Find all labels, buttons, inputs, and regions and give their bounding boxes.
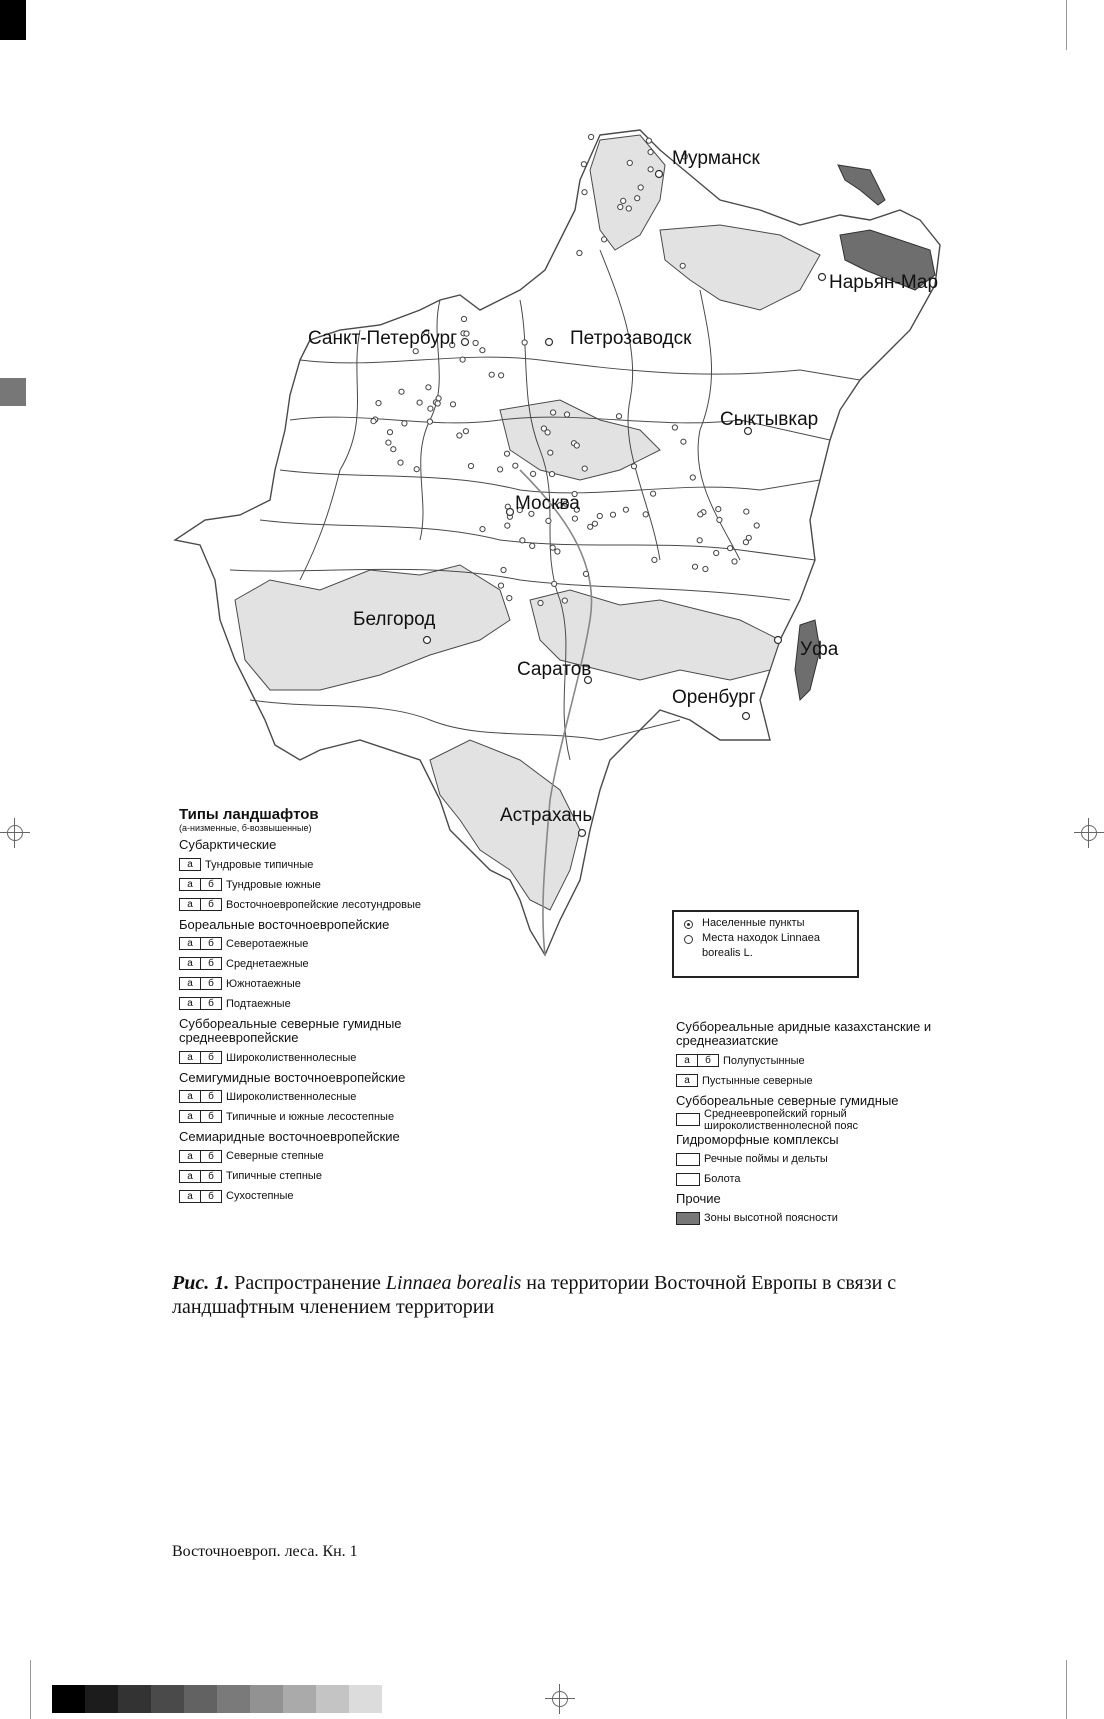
find-location-marker bbox=[732, 559, 737, 564]
settlement-marker bbox=[656, 171, 663, 178]
legend-swatch: а б bbox=[179, 878, 222, 891]
legend-item-label: Подтаежные bbox=[226, 997, 291, 1010]
find-location-marker bbox=[507, 596, 512, 601]
legend-item bbox=[676, 1107, 946, 1132]
legend-item bbox=[676, 1053, 946, 1069]
legend-item-label: Пустынные северные bbox=[702, 1074, 813, 1087]
settlement-marker bbox=[424, 637, 431, 644]
find-location-marker bbox=[391, 447, 396, 452]
legend-swatch: а б bbox=[179, 997, 222, 1010]
legend-item bbox=[179, 936, 479, 952]
legend-item-label: Северотаежные bbox=[226, 937, 309, 950]
legend-item-label: Широколиственнолесные bbox=[226, 1051, 357, 1064]
legend-groups bbox=[179, 838, 479, 1204]
find-location-marker bbox=[531, 471, 536, 476]
city-label-naryan-mar: Нарьян-Мар bbox=[829, 272, 939, 293]
legend-item bbox=[179, 857, 479, 873]
find-location-marker bbox=[498, 583, 503, 588]
find-location-marker bbox=[635, 196, 640, 201]
legend-group-name: Семиаридные восточноевропейские bbox=[179, 1128, 400, 1144]
legend-item bbox=[179, 1148, 479, 1164]
caption-species: Linnaea borealis bbox=[385, 1272, 522, 1294]
legend-item-label: Широколиственнолесные bbox=[226, 1090, 357, 1103]
find-location-marker bbox=[387, 430, 392, 435]
legend-subtitle: (а-низменные, б-возвышенные) bbox=[179, 822, 312, 833]
find-location-marker bbox=[398, 460, 403, 465]
find-location-marker bbox=[602, 237, 607, 242]
city-label-orenburg: Оренбург bbox=[672, 687, 756, 708]
find-location-marker bbox=[417, 400, 422, 405]
settlement-marker bbox=[819, 274, 826, 281]
legend-group-name: Субарктические bbox=[179, 837, 277, 853]
legend-finds bbox=[674, 931, 857, 946]
find-location-marker bbox=[716, 507, 721, 512]
legend-item-label: Южнотаежные bbox=[226, 977, 301, 990]
legend-item-label: Восточноевропейские лесотундровые bbox=[226, 898, 422, 911]
find-location-marker bbox=[522, 340, 527, 345]
legend-swatch: а б bbox=[179, 1110, 222, 1123]
find-location-marker bbox=[549, 472, 554, 477]
find-location-marker bbox=[621, 198, 626, 203]
find-location-marker bbox=[504, 451, 509, 456]
find-location-marker bbox=[480, 348, 485, 353]
legend-swatch: а б bbox=[179, 1170, 222, 1183]
find-location-marker bbox=[597, 513, 602, 518]
find-location-marker bbox=[638, 185, 643, 190]
find-location-marker bbox=[743, 540, 748, 545]
legend-swatch: а б bbox=[179, 1150, 222, 1163]
legend-item-label: Типичные и южные лесостепные bbox=[226, 1110, 395, 1123]
find-location-marker bbox=[427, 419, 432, 424]
zone-high-altitude-urals bbox=[795, 620, 820, 700]
find-location-marker bbox=[680, 263, 685, 268]
find-location-marker bbox=[463, 429, 468, 434]
find-location-marker bbox=[564, 412, 569, 417]
find-location-marker bbox=[414, 467, 419, 472]
settlement-marker bbox=[462, 339, 469, 346]
find-location-marker bbox=[399, 389, 404, 394]
legend-swatch: а б bbox=[179, 898, 222, 911]
find-location-marker bbox=[626, 206, 631, 211]
find-location-marker bbox=[376, 401, 381, 406]
find-location-marker bbox=[581, 162, 586, 167]
find-location-marker bbox=[520, 538, 525, 543]
find-location-marker bbox=[588, 524, 593, 529]
find-location-marker bbox=[648, 167, 653, 172]
find-location-marker bbox=[562, 598, 567, 603]
caption-text-1: Распространение bbox=[229, 1272, 386, 1294]
find-location-marker bbox=[450, 402, 455, 407]
legend-swatch: а б bbox=[179, 977, 222, 990]
find-location-marker bbox=[413, 349, 418, 354]
find-location-marker bbox=[582, 466, 587, 471]
legend-item bbox=[676, 1073, 946, 1089]
find-location-marker bbox=[461, 316, 466, 321]
city-label-saint-petersburg: Санкт-Петербург bbox=[308, 328, 458, 349]
city-label-belgorod: Белгород bbox=[353, 609, 436, 630]
find-location-marker bbox=[728, 546, 733, 551]
find-location-marker bbox=[551, 410, 556, 415]
legend-swatch: а б bbox=[179, 1051, 222, 1064]
legend-points-box bbox=[672, 910, 859, 978]
settlement-marker bbox=[546, 339, 553, 346]
legend-title: Типы ландшафтов bbox=[179, 806, 319, 823]
find-location-marker bbox=[592, 521, 597, 526]
legend-item-label: Тундровые типичные bbox=[205, 858, 314, 871]
legend-group-name: Прочие bbox=[676, 1191, 721, 1207]
find-location-marker bbox=[457, 433, 462, 438]
legend-left bbox=[179, 807, 479, 1204]
legend-swatch bbox=[676, 1212, 700, 1225]
legend-item-label: Сухостепные bbox=[226, 1190, 294, 1203]
legend-group-name: Бореальные восточноевропейские bbox=[179, 916, 390, 932]
legend-finds-cont bbox=[674, 946, 857, 961]
legend-swatch: а б bbox=[179, 937, 222, 950]
find-location-marker bbox=[627, 160, 632, 165]
find-location-marker bbox=[623, 507, 628, 512]
figure-label: Рис. 1. bbox=[172, 1272, 230, 1294]
find-location-marker bbox=[538, 600, 543, 605]
settlement-marker bbox=[579, 830, 586, 837]
legend-item bbox=[179, 956, 479, 972]
legend-item bbox=[676, 1151, 946, 1167]
settlement-marker bbox=[507, 509, 514, 516]
zone-high-altitude-novaya-zemlya bbox=[838, 165, 885, 205]
legend-item bbox=[179, 1168, 479, 1184]
find-location-marker bbox=[577, 250, 582, 255]
legend-item bbox=[179, 1188, 479, 1204]
legend-swatch: а bbox=[179, 858, 201, 871]
find-location-marker bbox=[428, 406, 433, 411]
find-location-marker bbox=[582, 190, 587, 195]
legend-item bbox=[676, 1210, 946, 1226]
city-label-astrakhan: Астрахань bbox=[500, 805, 593, 826]
legend-settlements bbox=[674, 916, 857, 931]
city-label-syktyvkar: Сыктывкар bbox=[720, 409, 819, 430]
find-location-marker bbox=[672, 425, 677, 430]
legend-item-label: Типичные степные bbox=[226, 1170, 322, 1183]
legend-item-label: Зоны высотной поясности bbox=[704, 1212, 838, 1225]
find-circle-icon bbox=[684, 935, 693, 944]
find-location-marker bbox=[501, 567, 506, 572]
find-location-marker bbox=[480, 527, 485, 532]
legend-item-label: Среднетаежные bbox=[226, 957, 309, 970]
caption-text-2: на территории Восточной Европы в связи с ландшафтным членением территории bbox=[172, 1272, 897, 1318]
find-location-marker bbox=[473, 340, 478, 345]
find-location-marker bbox=[698, 512, 703, 517]
find-location-marker bbox=[435, 401, 440, 406]
legend-item-label: Среднеевропейский горный широколиственнолесной пояс bbox=[704, 1107, 858, 1132]
find-location-marker bbox=[499, 373, 504, 378]
find-location-marker bbox=[703, 566, 708, 571]
find-location-marker bbox=[648, 150, 653, 155]
find-location-marker bbox=[643, 512, 648, 517]
trim-mark bbox=[30, 1660, 31, 1719]
city-label-petrozavodsk: Петрозаводск bbox=[570, 328, 692, 349]
city-label-murmansk: Мурманск bbox=[672, 148, 760, 169]
legend-swatch: а б bbox=[179, 957, 222, 970]
find-location-marker bbox=[618, 204, 623, 209]
legend-swatch: а bbox=[676, 1074, 698, 1087]
find-location-marker bbox=[631, 464, 636, 469]
legend-item bbox=[179, 1050, 479, 1066]
legend-item bbox=[179, 1109, 479, 1125]
find-location-marker bbox=[530, 543, 535, 548]
legend-group-name: Суббореальные северные гумидные среднеевропейские bbox=[179, 1015, 402, 1046]
legend-item bbox=[179, 897, 479, 913]
legend-swatch bbox=[676, 1113, 700, 1126]
find-location-marker bbox=[692, 564, 697, 569]
city-label-ufa: Уфа bbox=[800, 639, 839, 660]
find-location-marker bbox=[616, 414, 621, 419]
legend-group-name: Гидроморфные комплексы bbox=[676, 1131, 839, 1147]
find-location-marker bbox=[541, 426, 546, 431]
find-location-marker bbox=[572, 516, 577, 521]
find-location-marker bbox=[610, 512, 615, 517]
find-location-marker bbox=[714, 550, 719, 555]
find-location-marker bbox=[574, 443, 579, 448]
find-location-marker bbox=[690, 475, 695, 480]
legend-finds-label-2: borealis L. bbox=[702, 947, 753, 959]
find-location-marker bbox=[548, 450, 553, 455]
legend-item-label: Тундровые южные bbox=[226, 878, 321, 891]
find-location-marker bbox=[489, 372, 494, 377]
legend-groups-right bbox=[676, 1020, 946, 1226]
find-location-marker bbox=[386, 440, 391, 445]
find-location-marker bbox=[652, 557, 657, 562]
legend-item bbox=[179, 1089, 479, 1105]
legend-settlements-label: Населенные пункты bbox=[702, 917, 805, 929]
legend-item-label: Речные поймы и дельты bbox=[704, 1153, 828, 1166]
find-location-marker bbox=[468, 463, 473, 468]
legend-swatch: а б bbox=[179, 1190, 222, 1203]
find-location-marker bbox=[646, 138, 651, 143]
legend-swatch: а б bbox=[676, 1054, 719, 1067]
find-location-marker bbox=[651, 491, 656, 496]
find-location-marker bbox=[402, 421, 407, 426]
find-location-marker bbox=[550, 545, 555, 550]
legend-item-label: Полупустынные bbox=[723, 1054, 805, 1067]
find-location-marker bbox=[681, 439, 686, 444]
page-footer: Восточноевроп. леса. Кн. 1 bbox=[172, 1543, 358, 1560]
legend-swatch bbox=[676, 1173, 700, 1186]
city-label-moscow: Москва bbox=[515, 493, 580, 514]
legend-group-name: Семигумидные восточноевропейские bbox=[179, 1069, 406, 1085]
find-location-marker bbox=[583, 571, 588, 576]
legend-item bbox=[179, 877, 479, 893]
legend-group-name: Суббореальные северные гумидные bbox=[676, 1092, 899, 1108]
find-location-marker bbox=[464, 331, 469, 336]
find-location-marker bbox=[552, 581, 557, 586]
find-location-marker bbox=[505, 523, 510, 528]
legend-group-name: Суббореальные аридные казахстанские и среднеазиатские bbox=[676, 1019, 932, 1049]
legend-finds-label: Места находок Linnaea bbox=[702, 932, 820, 944]
legend-swatch bbox=[676, 1153, 700, 1166]
settlement-marker bbox=[775, 637, 782, 644]
find-location-marker bbox=[513, 463, 518, 468]
find-location-marker bbox=[546, 518, 551, 523]
legend-swatch: а б bbox=[179, 1090, 222, 1103]
legend-item bbox=[676, 1171, 946, 1187]
find-location-marker bbox=[744, 509, 749, 514]
legend-item-label: Болота bbox=[704, 1173, 741, 1186]
find-location-marker bbox=[460, 357, 465, 362]
find-location-marker bbox=[697, 538, 702, 543]
legend-item-label: Северные степные bbox=[226, 1150, 324, 1163]
find-location-marker bbox=[498, 467, 503, 472]
registration-crosshair-bottom bbox=[545, 1684, 575, 1714]
settlement-dot-icon bbox=[684, 920, 693, 929]
trim-mark bbox=[1066, 1660, 1067, 1719]
find-location-marker bbox=[426, 385, 431, 390]
print-color-bar bbox=[52, 1685, 382, 1713]
settlement-marker bbox=[743, 713, 750, 720]
legend-item bbox=[179, 976, 479, 992]
find-location-marker bbox=[717, 517, 722, 522]
find-location-marker bbox=[555, 549, 560, 554]
city-label-saratov: Саратов bbox=[517, 659, 592, 680]
figure-caption bbox=[172, 1271, 952, 1319]
find-location-marker bbox=[754, 523, 759, 528]
legend-item bbox=[179, 996, 479, 1012]
find-location-marker bbox=[371, 419, 376, 424]
legend-right bbox=[676, 1015, 946, 1226]
find-location-marker bbox=[589, 134, 594, 139]
